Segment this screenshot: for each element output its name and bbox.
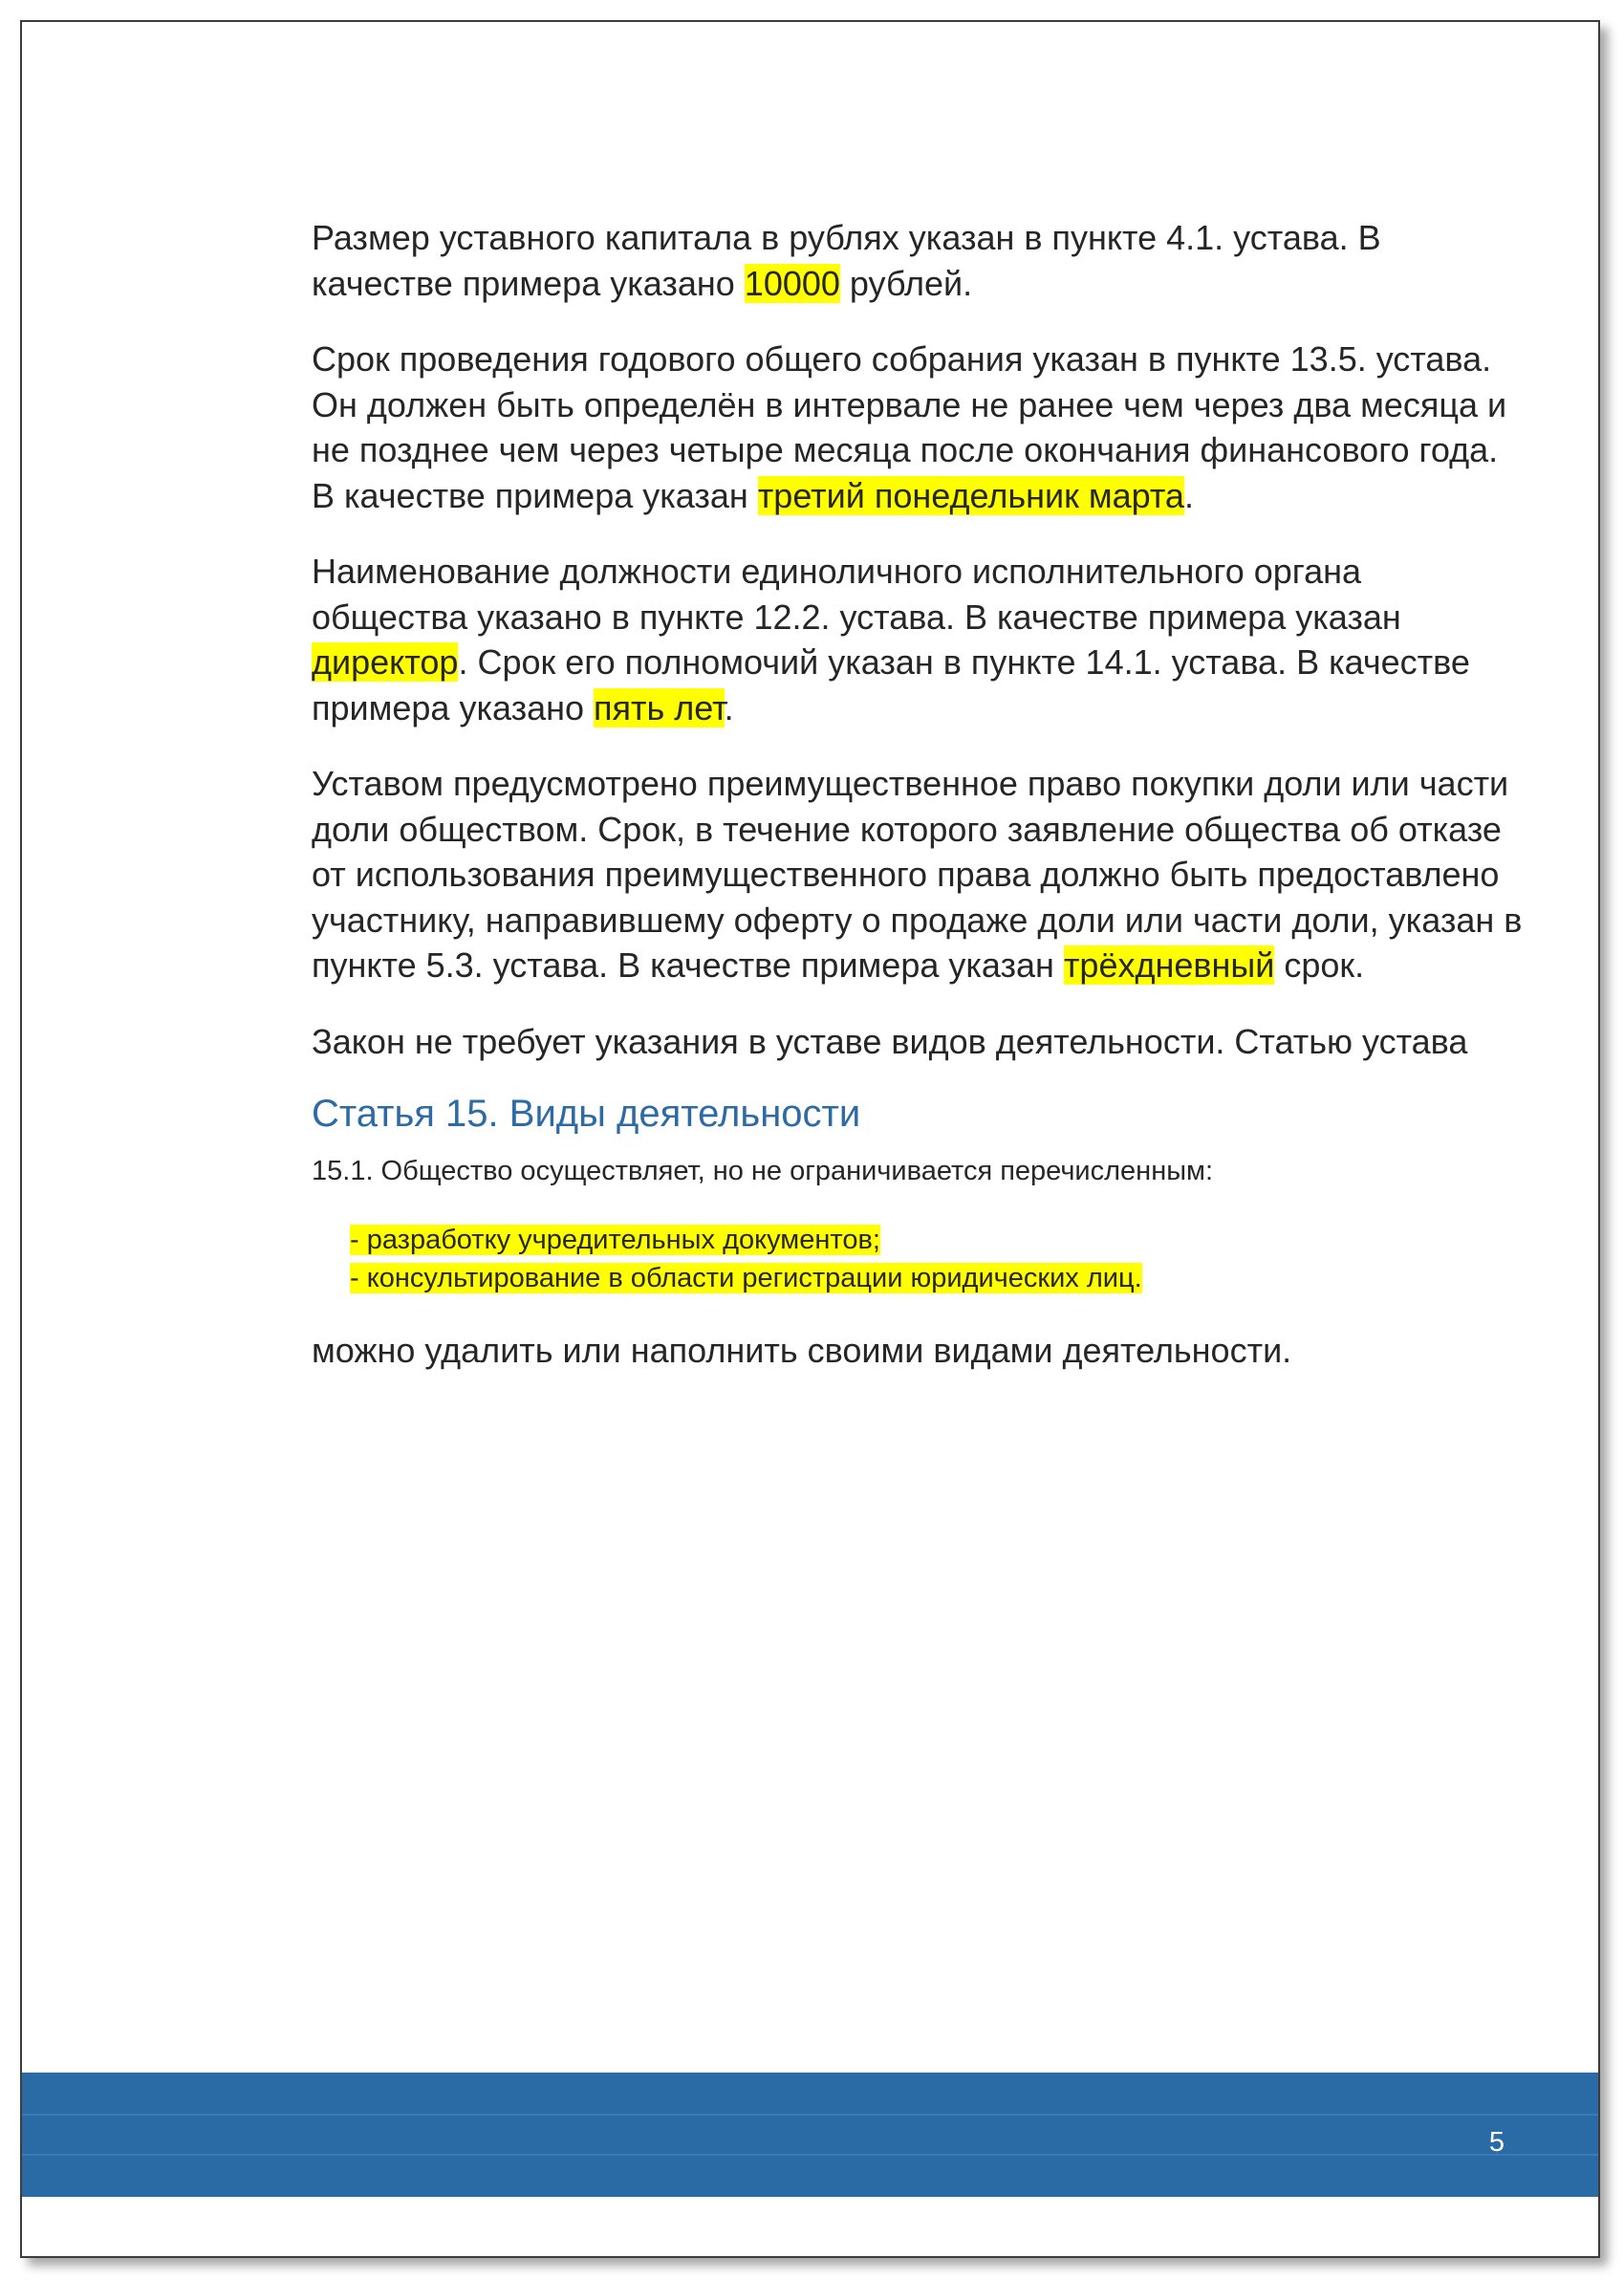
highlight-position-title: директор — [312, 642, 459, 682]
paragraph-executive-body: Наименование должности единоличного исполнительного органа общества указано в пункте 12.2. устава. В качестве примера указан директор. Срок его полномочий указан в пункте 14.1. устава. В качестве примера указано пять лет. — [312, 552, 1470, 727]
paragraph-preemptive-right: Уставом предусмотрено преимущественное право покупки доли или части доли обществом. Срок, в течение которого заявление общества об отказе от использования преимущественного права должно быть предоставлено участнику, направившему оферту о продаже доли или части доли, указан в пункте 5.3. устава. В качестве примера указан трёхдневный срок. — [312, 764, 1523, 985]
paragraph-annual-meeting: Срок проведения годового общего собрания указан в пункте 13.5. устава. Он должен быть определён в интервале не ранее чем через два месяца и не позднее чем через четыре месяца после окончания финансового года. В качестве примера указан третий понедельник марта. — [312, 339, 1507, 515]
paragraph-charter-capital: Размер уставного капитала в рублях указан в пункте 4.1. устава. В качестве примера указано 10000 рублей. — [312, 218, 1381, 303]
highlight-notice-period: трёхдневный — [1063, 945, 1275, 985]
document-page — [20, 20, 1600, 2258]
activities-list — [350, 1221, 1526, 1297]
footer-stripe — [22, 2154, 1598, 2156]
list-item: - консультирование в области регистрации юридических лиц. — [350, 1263, 1142, 1293]
article-heading: Статья 15. Виды деятельности — [312, 1093, 861, 1135]
footer-stripe — [22, 2114, 1598, 2116]
page-content — [312, 215, 1526, 1404]
paragraph-activities-outro: можно удалить или наполнить своими видами деятельности. — [312, 1331, 1292, 1370]
highlight-meeting-date: третий понедельник марта — [757, 475, 1184, 515]
footer-band — [22, 2073, 1598, 2197]
list-item: - разработку учредительных документов; — [350, 1225, 880, 1255]
highlight-capital-amount: 10000 — [744, 263, 840, 303]
page-number: 5 — [1488, 2127, 1505, 2158]
article-clause: 15.1. Общество осуществляет, но не ограничивается перечисленным: — [312, 1156, 1214, 1186]
paragraph-activities-intro: Закон не требует указания в уставе видов деятельности. Статью устава — [312, 1021, 1468, 1061]
highlight-term-of-office: пять лет — [594, 687, 725, 727]
